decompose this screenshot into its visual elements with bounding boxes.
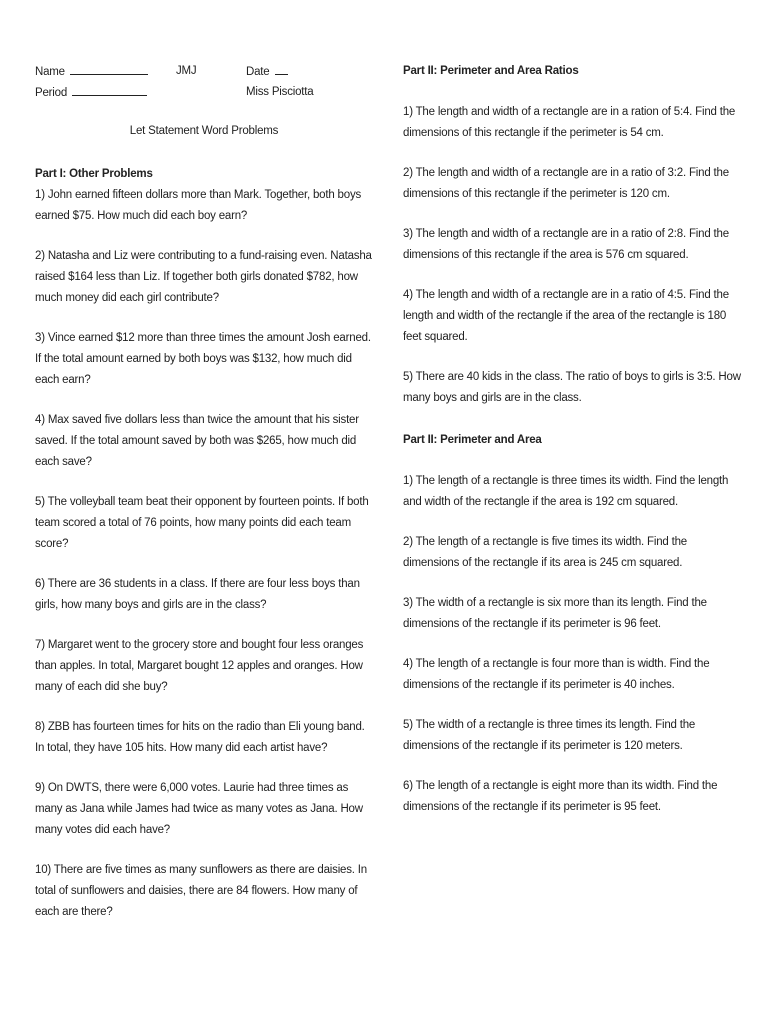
problem-item: 5) There are 40 kids in the class. The ratio of boys to girls is 3:5. How many boys and girls are in the class. (403, 371, 741, 404)
problem-item: 3) Vince earned $12 more than three times the amount Josh earned. If the total amount earned by both boys was $132, how much did each earn? (35, 332, 371, 386)
problem-item: 6) The length of a rectangle is eight more than its width. Find the dimensions of the rectangle if its perimeter is 95 feet. (403, 780, 718, 813)
date-label: Date (246, 66, 270, 78)
part2-area-heading: Part II: Perimeter and Area (403, 434, 542, 446)
date-blank-line (275, 61, 288, 75)
part2-ratios-problem-list (403, 102, 743, 428)
problem-item: 3) The length and width of a rectangle are in a ratio of 2:8. Find the dimensions of this rectangle if the area is 576 cm squared. (403, 228, 729, 261)
problem-item: 4) Max saved five dollars less than twice the amount that his sister saved. If the total amount saved by both was $265, how much did each save? (35, 414, 359, 468)
part2-ratios-heading: Part II: Perimeter and Area Ratios (403, 65, 579, 77)
problem-item: 2) The length of a rectangle is five times its width. Find the dimensions of the rectangle if its area is 245 cm squared. (403, 536, 687, 569)
period-field (35, 82, 147, 104)
part1-problem-list (35, 185, 373, 942)
problem-item: 3) The width of a rectangle is six more than its length. Find the dimensions of the rectangle if its perimeter is 96 feet. (403, 597, 707, 630)
problem-item: 2) Natasha and Liz were contributing to a fund-raising even. Natasha raised $164 less than Liz. If together both girls donated $782, how much money did each girl contribute? (35, 250, 372, 304)
name-field (35, 61, 148, 83)
worksheet-title: Let Statement Word Problems (129, 125, 279, 137)
problem-item: 2) The length and width of a rectangle are in a ratio of 3:2. Find the dimensions of this rectangle if the perimeter is 120 cm. (403, 167, 729, 200)
problem-item: 4) The length of a rectangle is four more than is width. Find the dimensions of the rectangle if its perimeter is 40 inches. (403, 658, 710, 691)
problem-item: 9) On DWTS, there were 6,000 votes. Laurie had three times as many as Jana while James had twice as many votes as Jana. How many votes did each have? (35, 782, 363, 836)
problem-item: 4) The length and width of a rectangle are in a ratio of 4:5. Find the length and width of the rectangle if the area of the rectangle is 180 feet squared. (403, 289, 729, 343)
problem-item: 1) The length and width of a rectangle are in a ration of 5:4. Find the dimensions of this rectangle if the perimeter is 54 cm. (403, 106, 736, 139)
problem-item: 8) ZBB has fourteen times for hits on the radio than Eli young band. In total, they have 105 hits. How many did each artist have? (35, 721, 365, 754)
period-label: Period (35, 87, 68, 99)
date-field (246, 61, 288, 83)
problem-item: 1) The length of a rectangle is three times its width. Find the length and width of the rectangle if the area is 192 cm squared. (403, 475, 729, 508)
problem-item: 5) The volleyball team beat their opponent by fourteen points. If both team scored a total of 76 points, how many points did each team score? (35, 496, 369, 550)
name-blank-line (70, 61, 148, 75)
problem-item: 10) There are five times as many sunflowers as there are daisies. In total of sunflowers and daisies, there are 84 flowers. How many of each are there? (35, 864, 367, 918)
part2-area-problem-list (403, 471, 743, 837)
problem-item: 6) There are 36 students in a class. If there are four less boys than girls, how many boys and girls are in the class? (35, 578, 360, 611)
part1-heading: Part I: Other Problems (35, 168, 153, 180)
period-blank-line (72, 82, 147, 96)
problem-item: 5) The width of a rectangle is three times its length. Find the dimensions of the rectangle if its perimeter is 120 meters. (403, 719, 696, 752)
problem-item: 1) John earned fifteen dollars more than Mark. Together, both boys earned $75. How much did each boy earn? (35, 189, 362, 222)
jmj-initials: JMJ (176, 65, 197, 77)
teacher-name: Miss Pisciotta (246, 86, 314, 98)
problem-item: 7) Margaret went to the grocery store and bought four less oranges than apples. In total, Margaret bought 12 apples and oranges. How many of each did she buy? (35, 639, 364, 693)
name-label: Name (35, 66, 65, 78)
